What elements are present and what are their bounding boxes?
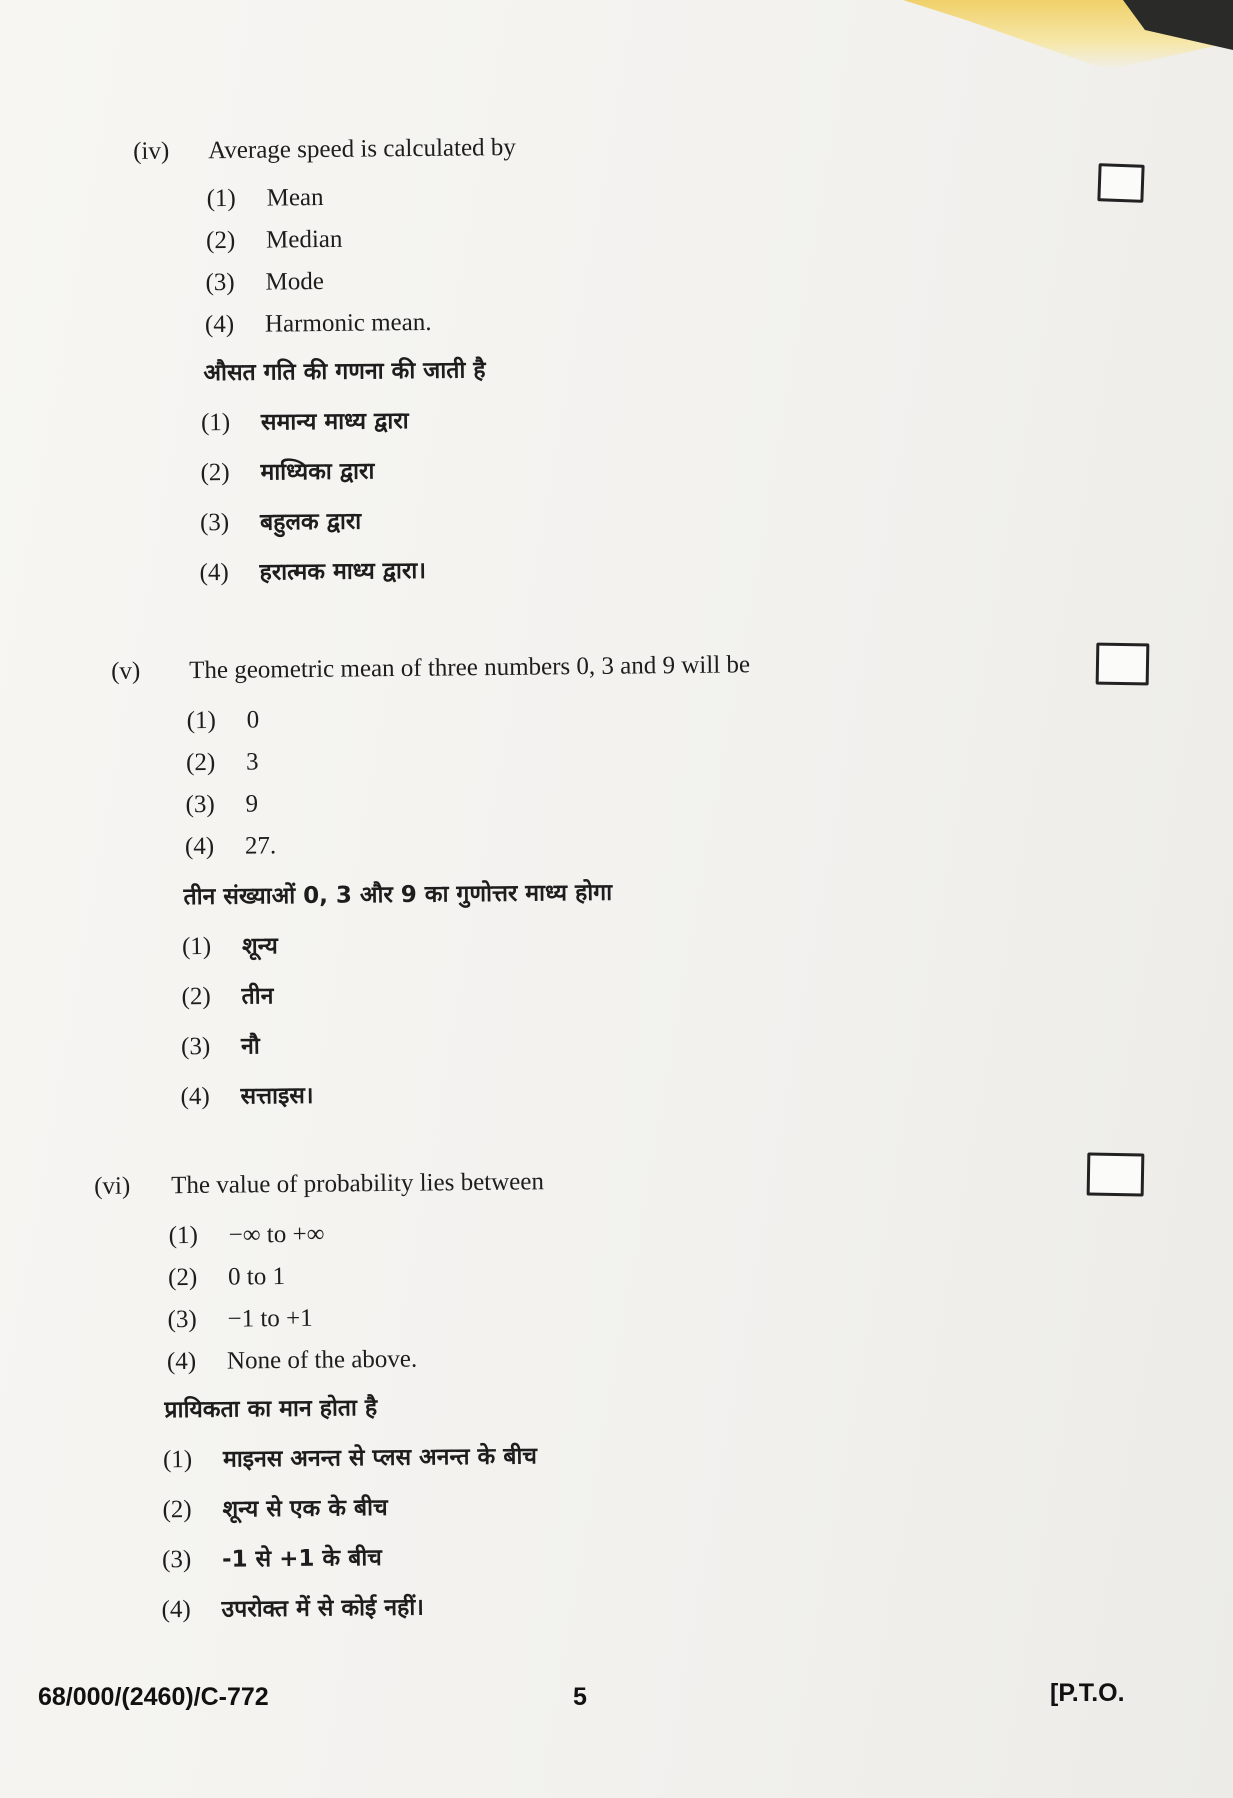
option-text: Mean: [266, 184, 324, 212]
option-hindi: [162, 1490, 387, 1524]
option-text: Harmonic mean.: [264, 308, 432, 338]
option-text: -1 से +1 के बीच: [221, 1545, 382, 1573]
option: [168, 1263, 285, 1292]
option-number: (4): [166, 1347, 197, 1376]
option-number: (3): [180, 1032, 211, 1061]
option-hindi: [200, 453, 374, 487]
option-hindi: [181, 978, 273, 1011]
option-number: (1): [162, 1445, 193, 1474]
question-text-hindi: प्रायिकता का मान होता है: [164, 1395, 378, 1424]
question-text: The geometric mean of three numbers 0, 3 and 9 will be: [188, 651, 751, 685]
option-number: (2): [181, 982, 211, 1011]
option: [167, 1305, 312, 1335]
option-number: (3): [199, 509, 230, 537]
option-text: Mode: [265, 268, 324, 296]
option: [185, 790, 258, 819]
please-turn-over: [P.T.O.: [1050, 1679, 1125, 1707]
option-number: (4): [204, 310, 235, 339]
option-number: (4): [161, 1596, 191, 1624]
option-number: (2): [162, 1495, 192, 1524]
option-hindi: [163, 1438, 537, 1474]
option: [206, 184, 323, 213]
option-hindi: [181, 1028, 260, 1061]
option-text: None of the above.: [226, 1345, 418, 1375]
question-text-hindi: औसत गति की गणना की जाती है: [203, 357, 486, 387]
option-text: शून्य: [241, 933, 278, 960]
option-number: (4): [180, 1082, 210, 1111]
question-text: Average speed is calculated by: [207, 133, 516, 165]
page-number: 5: [573, 1683, 587, 1711]
question-text: The value of probability lies between: [170, 1168, 545, 1200]
option-hindi: [180, 1078, 313, 1111]
answer-box-v[interactable]: [1096, 643, 1150, 686]
paper-code: 68/000/(2460)/C-772: [38, 1683, 269, 1711]
question-number: (vi): [94, 1172, 131, 1200]
option: [205, 268, 324, 297]
option-text: नौ: [240, 1033, 260, 1060]
option: [169, 1221, 325, 1251]
option-hindi: [182, 928, 278, 961]
option-text: माइनस अनन्त से प्लस अनन्त के बीच: [222, 1443, 538, 1473]
option: [185, 832, 277, 861]
option-text: 3: [245, 748, 259, 776]
question-text-hindi: तीन संख्याओं 0, 3 और 9 का गुणोत्तर माध्य होगा: [183, 879, 613, 911]
option-text: शून्य से एक के बीच: [222, 1494, 388, 1523]
option-number: (2): [167, 1263, 198, 1292]
option-number: (1): [186, 706, 216, 735]
option-number: (4): [199, 559, 229, 587]
option-number: (2): [185, 748, 216, 777]
option-number: (3): [185, 790, 215, 819]
question-number: (iv): [133, 137, 170, 165]
option-number: (2): [200, 459, 230, 487]
option-number: (1): [200, 408, 231, 437]
option-number: (3): [167, 1305, 197, 1334]
option-hindi: [162, 1540, 382, 1574]
option-number: (3): [161, 1546, 192, 1574]
option-hindi: [201, 403, 409, 437]
option-number: (1): [168, 1221, 198, 1250]
option-text: 27.: [244, 832, 277, 860]
option-text: −1 to +1: [227, 1304, 313, 1333]
option-text: उपरोक्त में से कोई नहीं।: [221, 1594, 425, 1623]
option: [167, 1346, 417, 1377]
option-text: −∞ to +∞: [228, 1220, 325, 1249]
option-text: तीन: [241, 983, 274, 1010]
option-text: माध्यिका द्वारा: [260, 458, 375, 486]
option-text: 0 to 1: [227, 1263, 286, 1291]
option: [186, 748, 259, 777]
option-text: बहुलक द्वारा: [259, 508, 362, 536]
option-number: (1): [206, 184, 236, 213]
option-text: 0: [246, 706, 260, 734]
option-hindi: [199, 553, 426, 587]
question-number: (v): [111, 657, 141, 685]
option-text: 9: [245, 790, 259, 818]
option: [187, 706, 260, 735]
option-number: (4): [184, 832, 215, 861]
option-number: (2): [205, 226, 236, 255]
option: [205, 309, 432, 339]
option-hindi: [161, 1590, 424, 1625]
answer-box-iv[interactable]: [1097, 163, 1144, 203]
option-text: हरात्मक माध्य द्वारा।: [259, 557, 427, 586]
option-number: (1): [181, 932, 212, 961]
option-number: (3): [205, 268, 235, 297]
option: [206, 226, 343, 255]
option-text: सत्ताइस।: [240, 1082, 314, 1110]
option-hindi: [200, 504, 361, 538]
option-text: समान्य माध्य द्वारा: [260, 408, 409, 436]
option-text: Median: [265, 225, 343, 254]
answer-box-vi[interactable]: [1087, 1153, 1145, 1197]
